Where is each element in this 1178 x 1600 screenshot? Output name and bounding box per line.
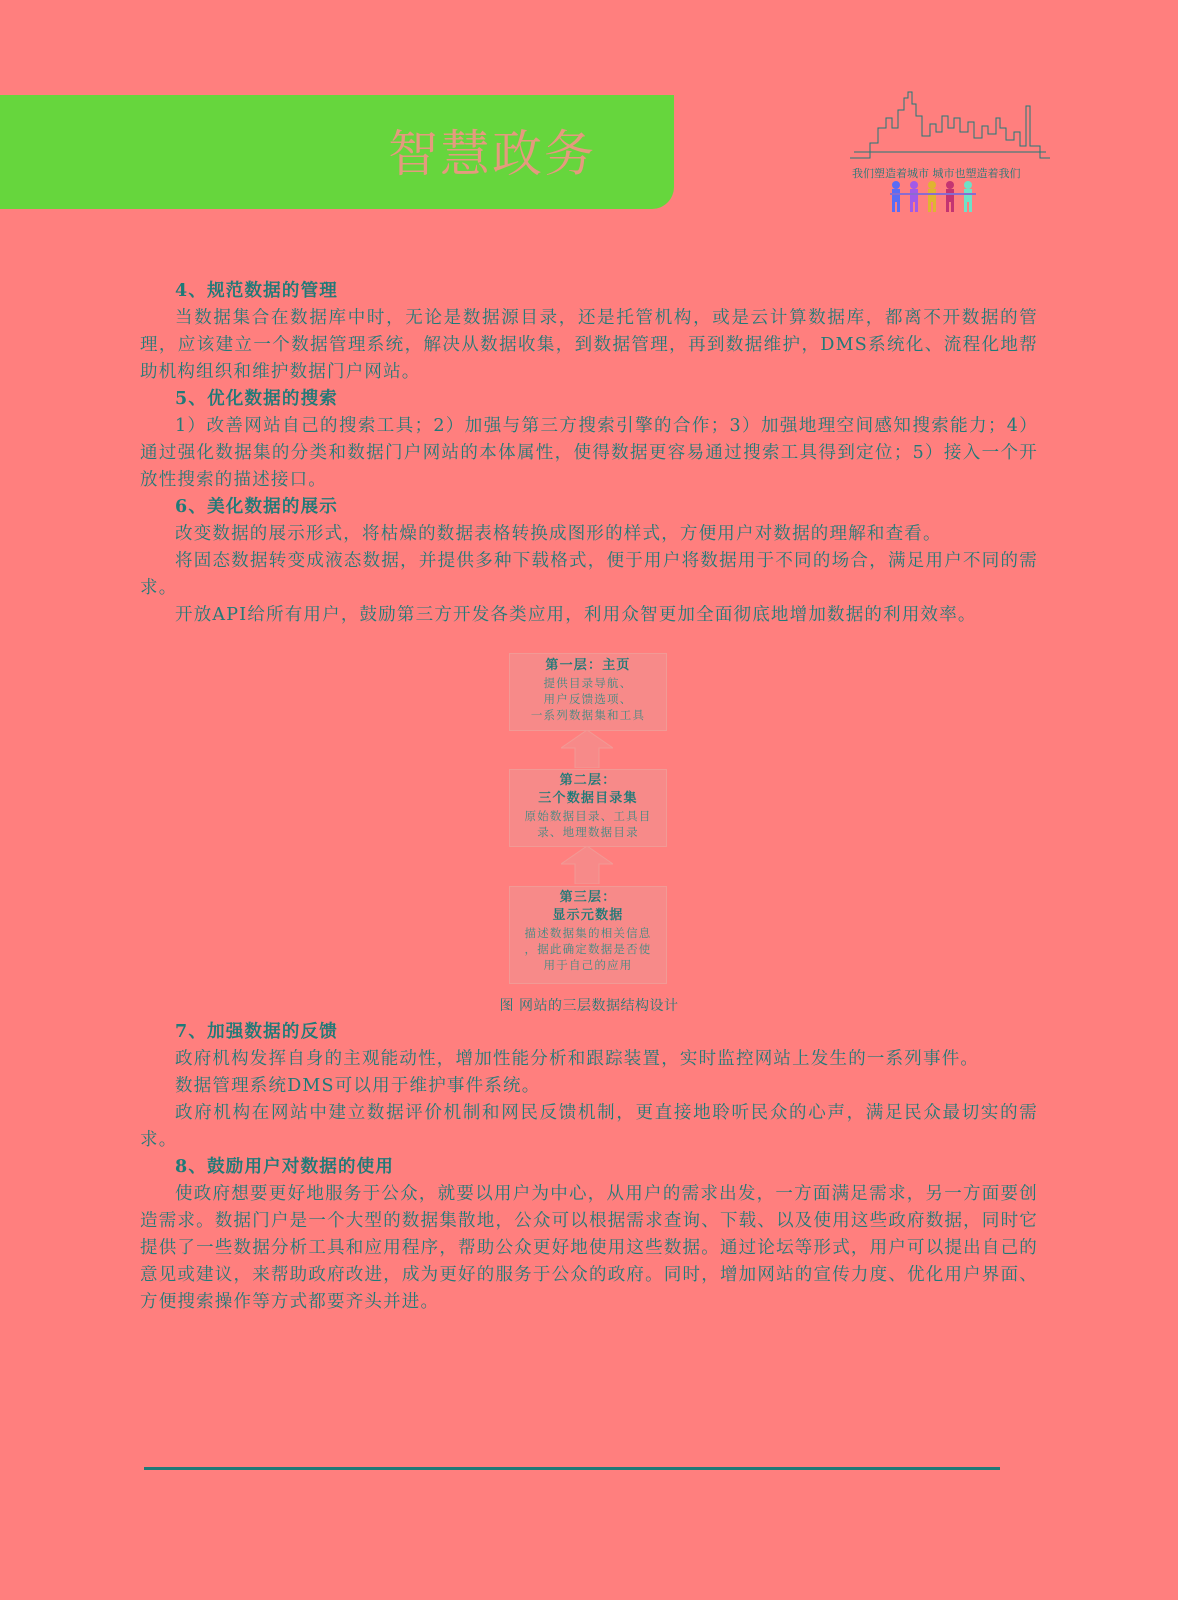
diagram-layer-3 [509, 886, 667, 984]
section-heading: 4、规范数据的管理 [175, 281, 338, 301]
up-arrow-icon [561, 730, 613, 768]
layer-desc: 录、地理数据目录 [537, 825, 639, 839]
three-layer-structure-diagram [379, 653, 799, 1019]
layer-title: 三个数据目录集 [538, 791, 638, 806]
diagram-caption: 图 网站的三层数据结构设计 [499, 998, 679, 1014]
paragraph: 开放API给所有用户，鼓励第三方开发各类应用，利用众智更加全面彻底地增加数据的利用效率。 [175, 605, 977, 625]
layer-desc: 原始数据目录、工具目 [524, 809, 652, 823]
paragraph: 1）改善网站自己的搜索工具；2）加强与第三方搜索引擎的合作；3）加强地理空间感知搜索能力；4）通过强化数据集的分类和数据门户网站的本体属性，使得数据更容易通过搜索工具得到定位；5）接入一个开放性搜索的描述接口。 [140, 416, 1038, 490]
paragraph: 改变数据的展示形式，将枯燥的数据表格转换成图形的样式，方便用户对数据的理解和查看。 [175, 524, 942, 544]
page-header-title: 智慧政务 [388, 125, 596, 183]
layer-title: 显示元数据 [552, 908, 624, 923]
up-arrow-icon [561, 846, 613, 884]
paragraph: 当数据集合在数据库中时，无论是数据源目录，还是托管机构，或是云计算数据库，都离不开数据的管理，应该建立一个数据管理系统，解决从数据收集，到数据管理，再到数据维护，DMS系统化、流程化地帮助机构组织和维护数据门户网站。 [140, 308, 1038, 382]
section-heading: 7、加强数据的反馈 [175, 1022, 338, 1042]
paragraph: 数据管理系统DMS可以用于维护事件系统。 [175, 1076, 541, 1096]
layer-desc: 描述数据集的相关信息 [524, 926, 652, 940]
section-heading: 6、美化数据的展示 [175, 497, 338, 517]
article-body [140, 278, 1038, 1316]
layer-title: 第二层： [559, 773, 617, 788]
layer-desc: ，据此确定数据是否使 [524, 942, 652, 956]
layer-desc: 提供目录导航、 [543, 676, 633, 690]
diagram-layer-1 [509, 653, 667, 731]
layer-desc: 用于自己的应用 [543, 958, 633, 972]
layer-title: 第一层：主页 [545, 658, 631, 673]
logo-slogan: 我们塑造着城市 城市也塑造着我们 [852, 167, 1021, 180]
paragraph: 政府机构发挥自身的主观能动性，增加性能分析和跟踪装置，实时监控网站上发生的一系列事件。 [175, 1049, 980, 1069]
diagram-layer-2 [509, 769, 667, 847]
section-heading: 8、鼓励用户对数据的使用 [175, 1157, 395, 1177]
paragraph: 使政府想要更好地服务于公众，就要以用户为中心，从用户的需求出发，一方面满足需求，另一方面要创造需求。数据门户是一个大型的数据集散地，公众可以根据需求查询、下载、以及使用这些政府数据，同时它提供了一些数据分析工具和应用程序，帮助公众更好地使用这些数据。通过论坛等形式，用户可以提出自己的意见或建议，来帮助政府改进，成为更好的服务于公众的政府。同时，增加网站的宣传力度、优化用户界面、方便搜索操作等方式都要齐头并进。 [140, 1184, 1038, 1312]
city-skyline-logo-icon [850, 88, 1060, 218]
paragraph: 将固态数据转变成液态数据，并提供多种下载格式，便于用户将数据用于不同的场合，满足用户不同的需求。 [140, 551, 1038, 598]
paragraph: 政府机构在网站中建立数据评价机制和网民反馈机制，更直接地聆听民众的心声，满足民众最切实的需求。 [140, 1103, 1038, 1150]
footer-divider [144, 1467, 1000, 1470]
layer-desc: 用户反馈选项、 [543, 692, 633, 706]
layer-title: 第三层： [559, 890, 617, 905]
layer-desc: 一系列数据集和工具 [530, 708, 646, 722]
section-heading: 5、优化数据的搜索 [175, 389, 338, 409]
